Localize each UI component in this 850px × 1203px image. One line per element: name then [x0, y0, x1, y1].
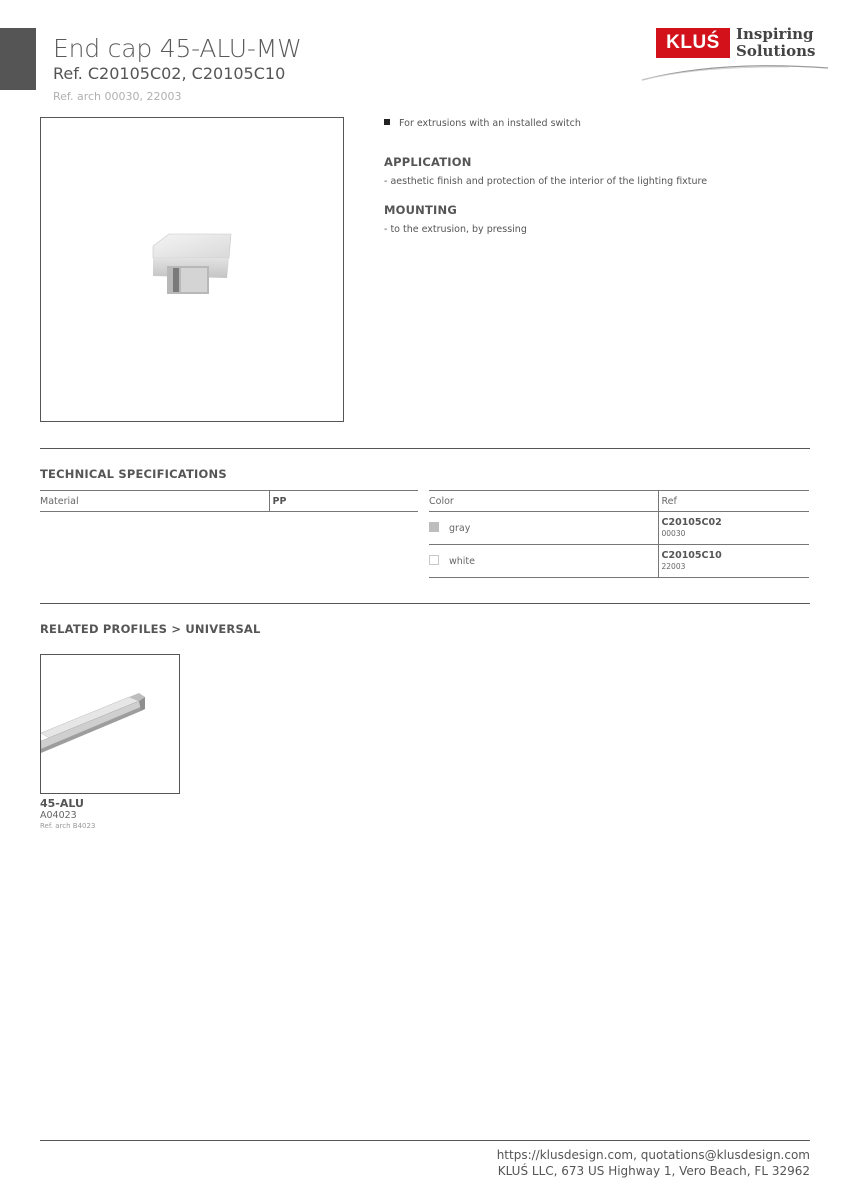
logo-swoosh-icon [640, 58, 830, 82]
product-ref: Ref. C20105C02, C20105C10 [53, 64, 286, 83]
color-name: gray [449, 523, 471, 534]
mounting-heading: MOUNTING [384, 203, 457, 217]
ref-arch-code: 00030 [661, 529, 686, 538]
ref-cell [658, 512, 809, 545]
related-profile-code: A04023 [40, 810, 77, 821]
end-cap-image [41, 118, 343, 421]
divider [40, 603, 810, 604]
color-swatch-white [429, 555, 439, 565]
color-ref-table [429, 490, 809, 578]
color-header: Color [429, 491, 658, 512]
related-profile-arch: Ref. arch B4023 [40, 822, 96, 830]
logo-tagline-line1: Inspiring [736, 25, 814, 43]
color-cell [429, 512, 658, 545]
color-swatch-gray [429, 522, 439, 532]
footer-address: KLUŚ LLC, 673 US Highway 1, Vero Beach, FL 32962 [497, 1164, 810, 1178]
feature-text: For extrusions with an installed switch [399, 118, 581, 129]
logo-tagline-line2: Solutions [736, 42, 816, 60]
color-cell [429, 545, 658, 578]
profile-extrusion-image [41, 655, 179, 793]
product-ref-arch: Ref. arch 00030, 22003 [53, 90, 182, 103]
application-text: - aesthetic finish and protection of the interior of the lighting fixture [384, 176, 708, 187]
table-row [429, 545, 809, 578]
table-row [429, 512, 809, 545]
material-table [40, 490, 418, 512]
product-image-frame [40, 117, 344, 422]
footer-contact[interactable]: https://klusdesign.com, quotations@klusdesign.com [496, 1148, 810, 1162]
material-value: PP [269, 491, 418, 512]
brand-logo [640, 26, 830, 82]
mounting-text: - to the extrusion, by pressing [384, 224, 527, 235]
feature-item [384, 118, 581, 129]
color-name: white [449, 556, 475, 567]
material-label: Material [40, 491, 269, 512]
related-profiles-heading: RELATED PROFILES > UNIVERSAL [40, 622, 261, 636]
ref-cell [658, 545, 809, 578]
footer-divider [40, 1140, 810, 1141]
logo-tagline [736, 26, 815, 60]
ref-arch-code: 22003 [661, 562, 686, 571]
related-profile-name[interactable]: 45-ALU [40, 797, 84, 810]
square-bullet-icon [384, 119, 390, 125]
corner-accent-block [0, 28, 36, 90]
page-title: End cap 45-ALU-MW [53, 34, 302, 63]
logo-mark: KLUŚ [656, 28, 730, 58]
ref-code: C20105C02 [661, 517, 722, 528]
divider [40, 448, 810, 449]
related-profile-image-frame[interactable] [40, 654, 180, 794]
tech-specs-heading: TECHNICAL SPECIFICATIONS [40, 467, 227, 481]
application-heading: APPLICATION [384, 155, 472, 169]
ref-code: C20105C10 [661, 550, 722, 561]
ref-header: Ref [658, 491, 809, 512]
